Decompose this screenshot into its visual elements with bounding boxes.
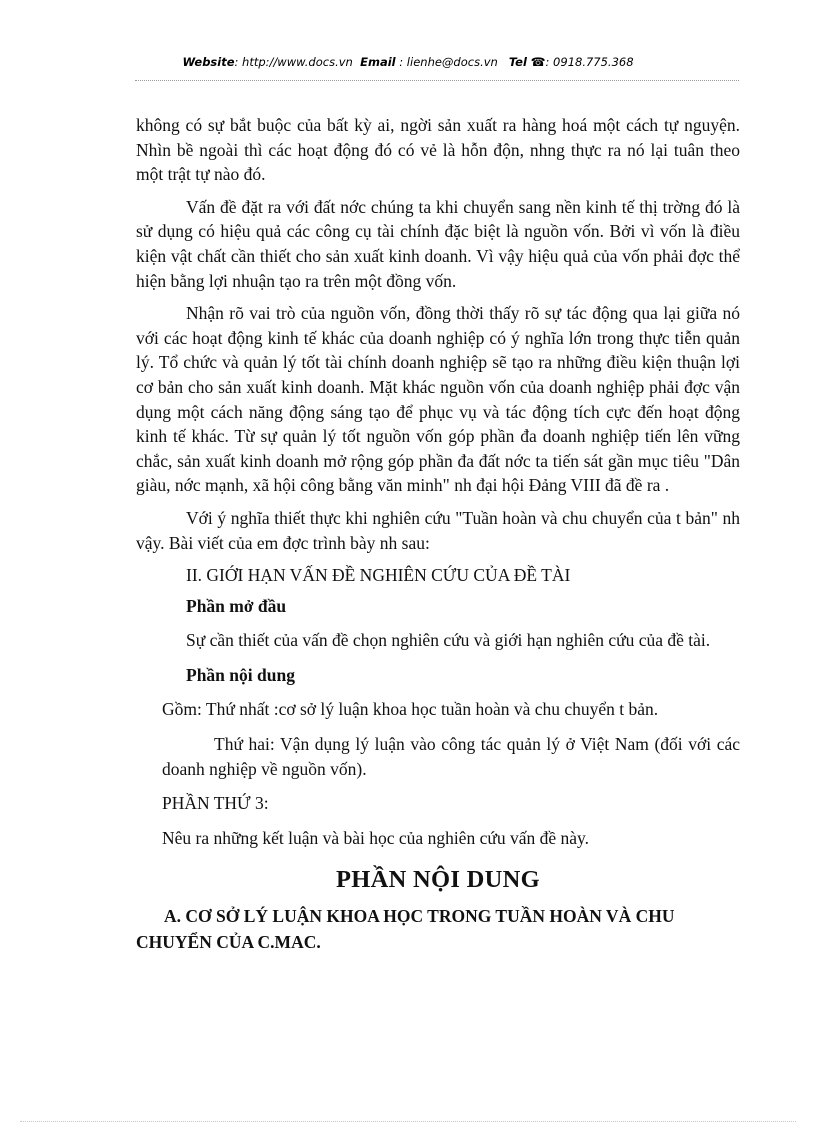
tel-label: Tel [508,55,527,69]
part-3-heading: PHẦN THỨ 3: [162,793,269,814]
email-value[interactable]: : lienhe@docs.vn [399,55,498,69]
header-divider [135,80,739,81]
paragraph-1: không có sự bắt buộc của bất kỳ ai, ngời sản xuất ra hàng hoá một cách tự nguyện. Nhìn bề ngoài thì các hoạt động đó có vẻ là hỗn độn, nhng thực ra nó lại tuân theo một trật tự nào đó. [136,115,740,185]
footer-divider [20,1121,796,1122]
intro-heading: Phần mở đầu [186,595,287,616]
tel-value: : 0918.775.368 [545,55,634,69]
content-line-1: Gồm: Thứ nhất :cơ sở lý luận khoa học tuần hoàn và chu chuyển t bản. [162,699,659,720]
paragraph-3: Nhận rõ vai trò của nguồn vốn, đồng thời thấy rõ sự tác động qua lại giữa nó với các hoạt động kinh tế khác của doanh nghiệp có ý nghĩa lớn trong thực tiễn quản lý. Tổ chức và quản lý tốt tài chính doanh nghiệp sẽ tạo ra những điều kiện thuận lợi cơ bản cho sản xuất kinh doanh. Mặt khác nguồn vốn của doanh nghiệp phải đợc vận dụng một cách năng động sáng tạo để phục vụ và tác động tích cực đến hoạt động kinh tế khác. Từ sự quản lý tốt nguồn vốn góp phần đa doanh nghiệp tiến lên vững chắc, sản xuất kinh doanh mở rộng góp phần đa đất nớc ta tiến sát gần mục tiêu "Dân giàu, nớc mạnh, xã hội công bằng văn minh" nh đại hội Đảng VIII đã đề ra . [136,303,740,496]
email-label: Email [360,55,396,69]
part-3-text: Nêu ra những kết luận và bài học của nghiên cứu vấn đề này. [162,827,589,848]
content-line-2: Thứ hai: Vận dụng lý luận vào công tác quản lý ở Việt Nam (đối với các doanh nghiệp về nguồn vốn). [162,734,740,779]
subtitle-a: A. CƠ SỞ LÝ LUẬN KHOA HỌC TRONG TUẦN HOÀN VÀ CHU CHUYỂN CỦA C.MAC. [136,906,675,953]
page-header [0,55,816,69]
content-heading: Phần nội dung [186,664,295,685]
section-2-title: II. GIỚI HẠN VẤN ĐỀ NGHIÊN CỨU CỦA ĐỀ TÀI [186,565,571,586]
website-label: Website [182,55,235,69]
paragraph-4: Với ý nghĩa thiết thực khi nghiên cứu "Tuần hoàn và chu chuyển của t bản" nh vậy. Bài viết của em đợc trình bày nh sau: [136,507,740,553]
intro-text: Sự cần thiết của vấn đề chọn nghiên cứu và giới hạn nghiên cứu của đề tài. [186,630,711,651]
paragraph-2: Vấn đề đặt ra với đất nớc chúng ta khi chuyển sang nền kinh tế thị trờng đó là sử dụng có hiệu quả các công cụ tài chính đặc biệt là nguồn vốn. Bởi vì vốn là điều kiện vật chất cần thiết cho sản xuất kinh doanh. Vì vậy hiệu quả của vốn phải đợc thể hiện bằng lợi nhuận tạo ra trên một đồng vốn. [136,196,740,291]
main-title: PHẦN NỘI DUNG [336,866,540,894]
document-body [136,113,740,955]
phone-icon: ☎ [530,55,546,69]
website-value[interactable]: : http://www.docs.vn [234,55,353,69]
